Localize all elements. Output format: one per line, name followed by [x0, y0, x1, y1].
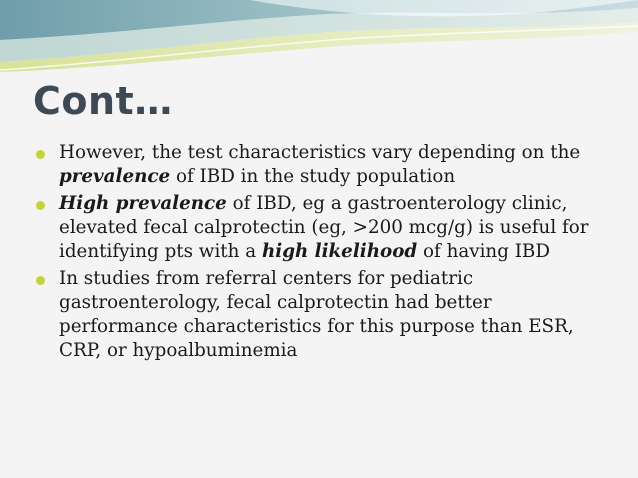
emphasized-text: prevalence [59, 166, 171, 187]
text-run: However, the test characteristics vary depending on the [59, 142, 581, 163]
text-run: of IBD in the study population [170, 166, 456, 187]
text-run: of IBD, eg a gastroenterology clinic, elevated fecal calprotectin (eg, >200 mcg/g) is useful for identifying pts with a [59, 193, 589, 262]
bullet-text [59, 268, 574, 361]
header-wave-decoration [0, 0, 638, 90]
bullet-dot-icon [36, 150, 45, 159]
text-run: of having IBD [417, 241, 551, 262]
bullet-item [35, 192, 615, 264]
bullet-item [35, 267, 615, 363]
bullet-list [35, 141, 615, 366]
text-run: In studies from referral centers for pediatric gastroenterology, fecal calprotectin had better performance characteristics for this purpose than ESR, CRP, or hypoalbuminemia [59, 268, 574, 361]
bullet-dot-icon [36, 276, 45, 285]
bullet-text [59, 193, 589, 262]
bullet-dot-icon [36, 201, 45, 210]
emphasized-text: high likelihood [261, 241, 418, 262]
bullet-item [35, 141, 615, 189]
bullet-text [59, 142, 580, 187]
emphasized-text: High prevalence [59, 193, 227, 214]
slide-title: Cont… [33, 79, 173, 123]
